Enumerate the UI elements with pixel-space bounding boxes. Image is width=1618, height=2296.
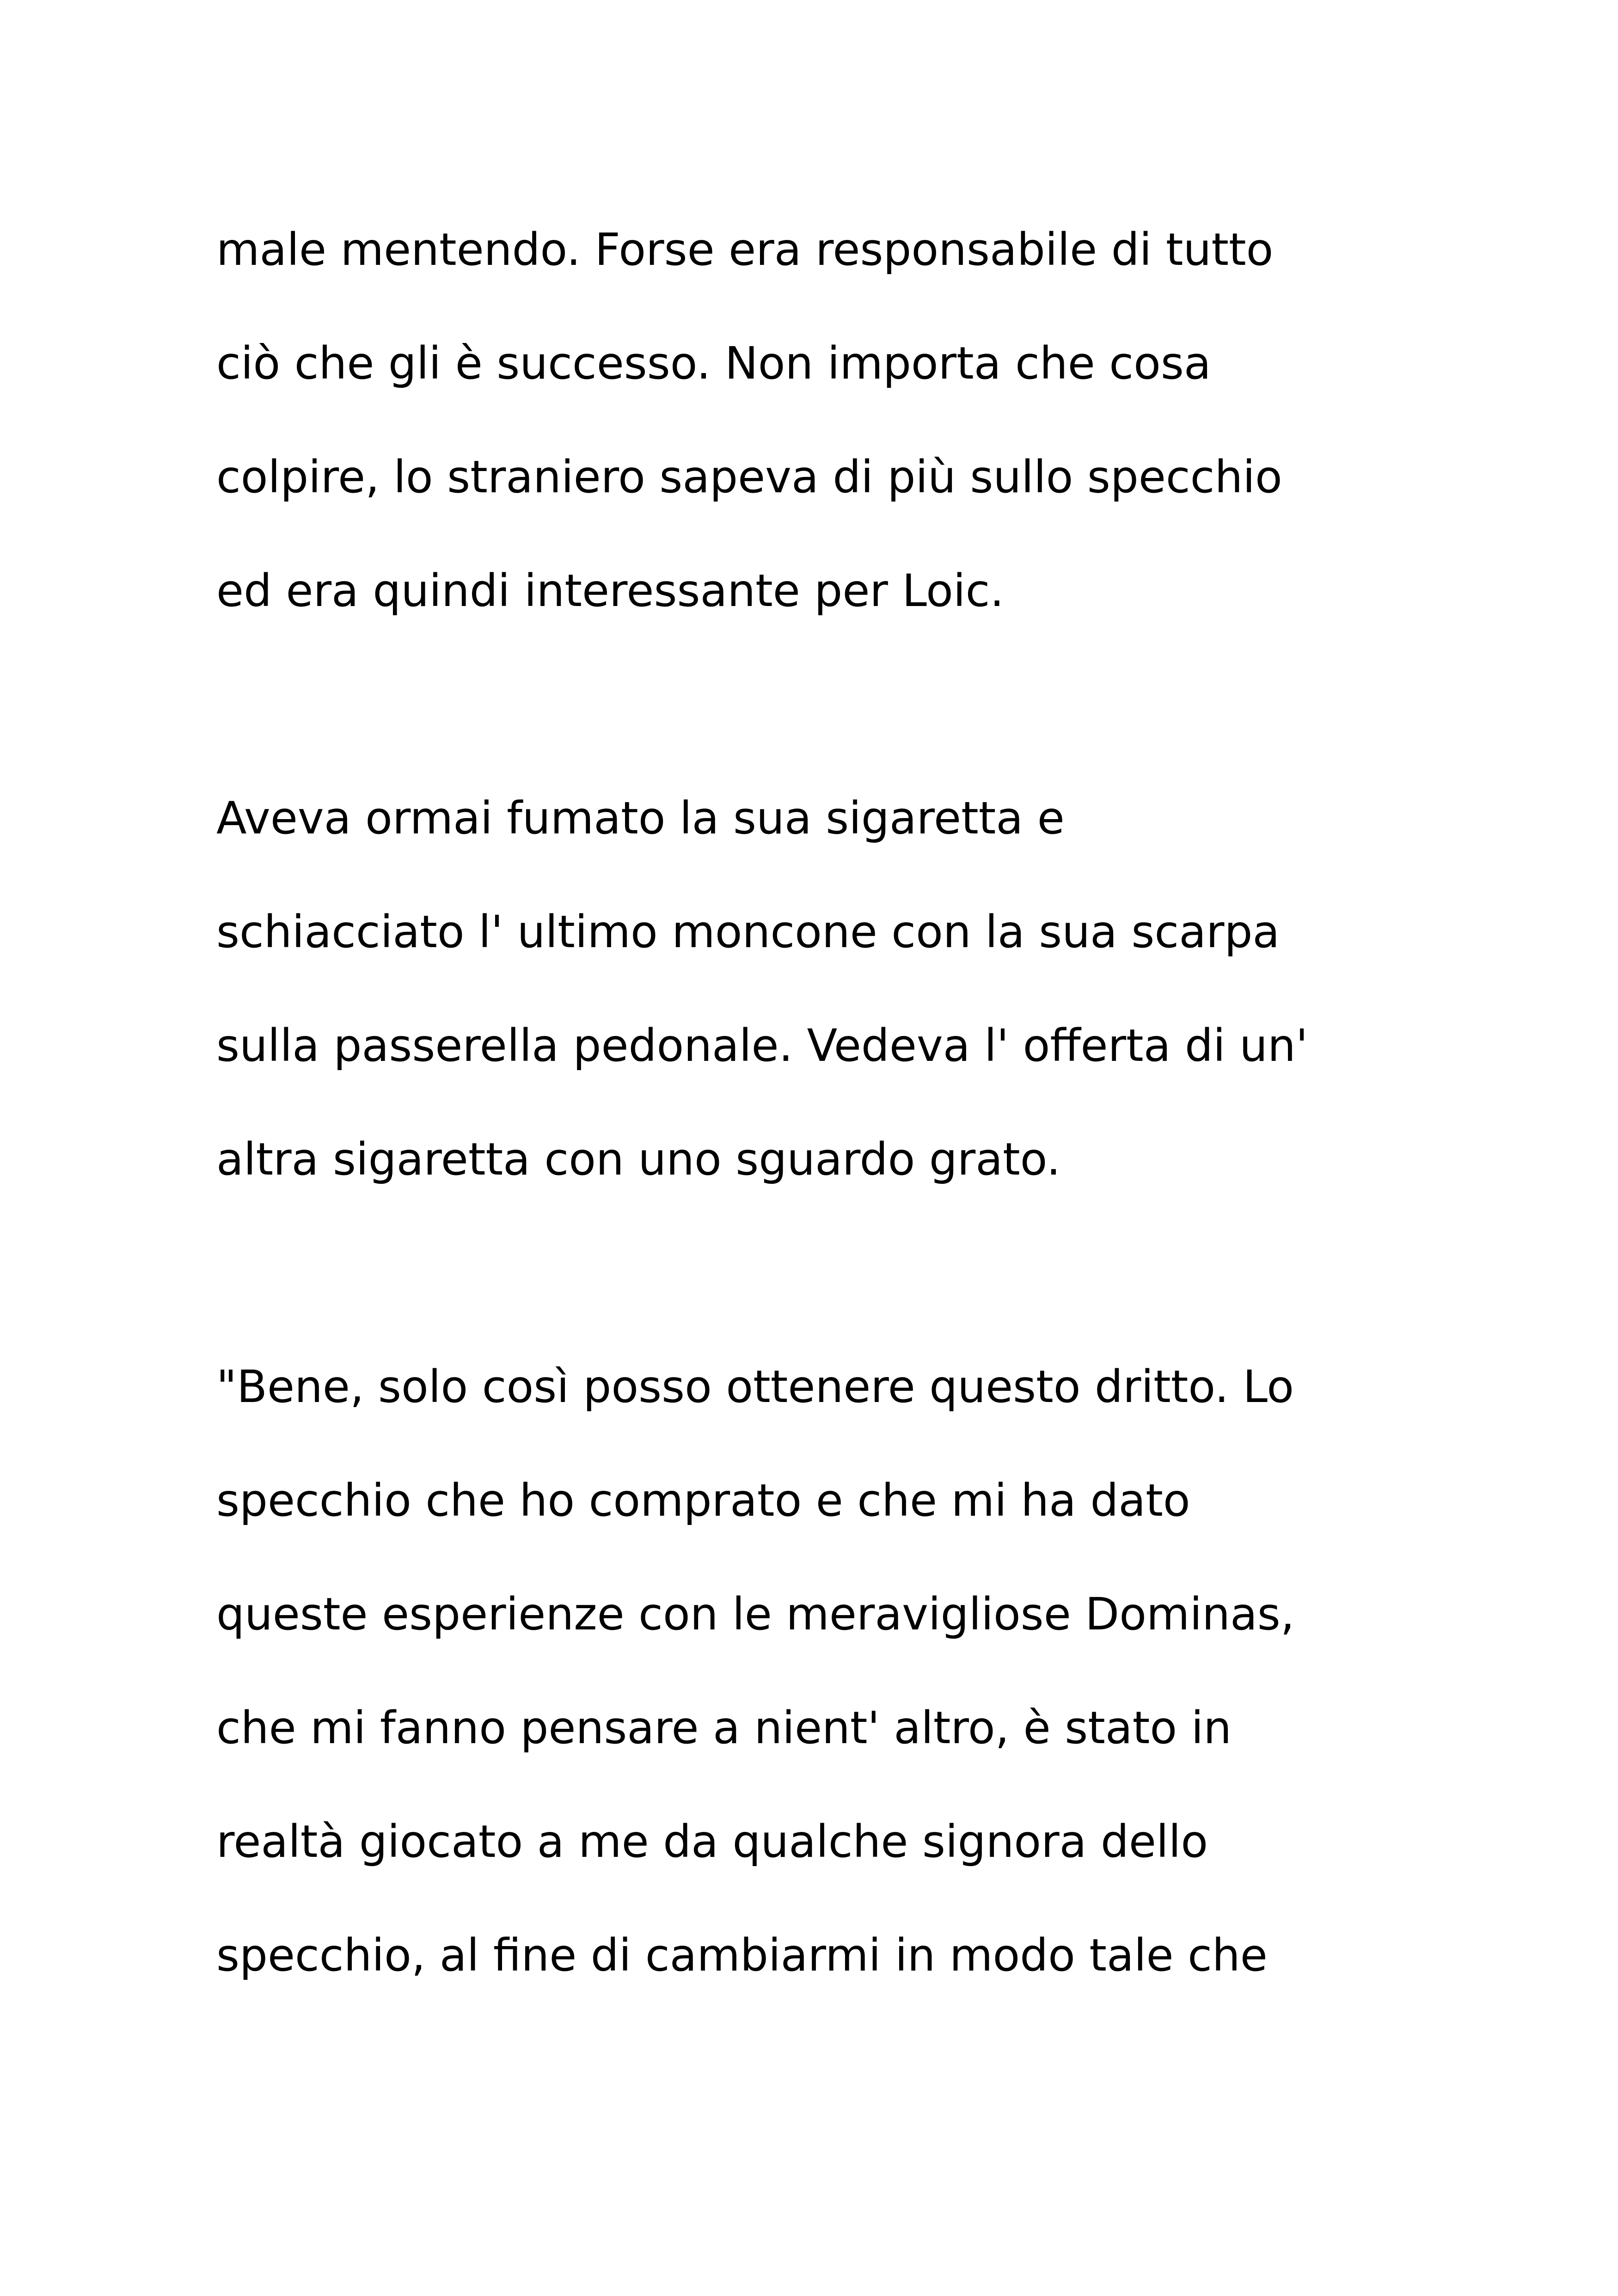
text-line: ed era quindi interessante per Loic. <box>216 565 1004 617</box>
text-line: specchio che ho comprato e che mi ha dato <box>216 1475 1190 1526</box>
text-line: Aveva ormai fumato la sua sigaretta e <box>216 792 1065 844</box>
text-line: queste esperienze con le meravigliose Dominas, <box>216 1588 1295 1640</box>
text-line: sulla passerella pedonale. Vedeva l' offerta di un' <box>216 1020 1308 1071</box>
paragraph-2 <box>216 781 1465 1236</box>
text-line: realtà giocato a me da qualche signora dello <box>216 1816 1208 1867</box>
text-line: schiacciato l' ultimo moncone con la sua scarpa <box>216 906 1280 958</box>
text-line: che mi fanno pensare a nient' altro, è stato in <box>216 1702 1232 1754</box>
text-line: ciò che gli è successo. Non importa che cosa <box>216 337 1211 389</box>
text-line: colpire, lo straniero sapeva di più sullo specchio <box>216 451 1282 503</box>
paragraph-3 <box>216 1350 1465 2032</box>
text-line: altra sigaretta con uno sguardo grato. <box>216 1133 1061 1185</box>
paragraph-1 <box>216 213 1465 667</box>
text-line: "Bene, solo così posso ottenere questo dritto. Lo <box>216 1361 1294 1413</box>
body-text <box>216 213 1465 2146</box>
text-line: specchio, al fine di cambiarmi in modo tale che <box>216 1929 1268 1981</box>
text-line: male mentendo. Forse era responsabile di tutto <box>216 224 1274 276</box>
